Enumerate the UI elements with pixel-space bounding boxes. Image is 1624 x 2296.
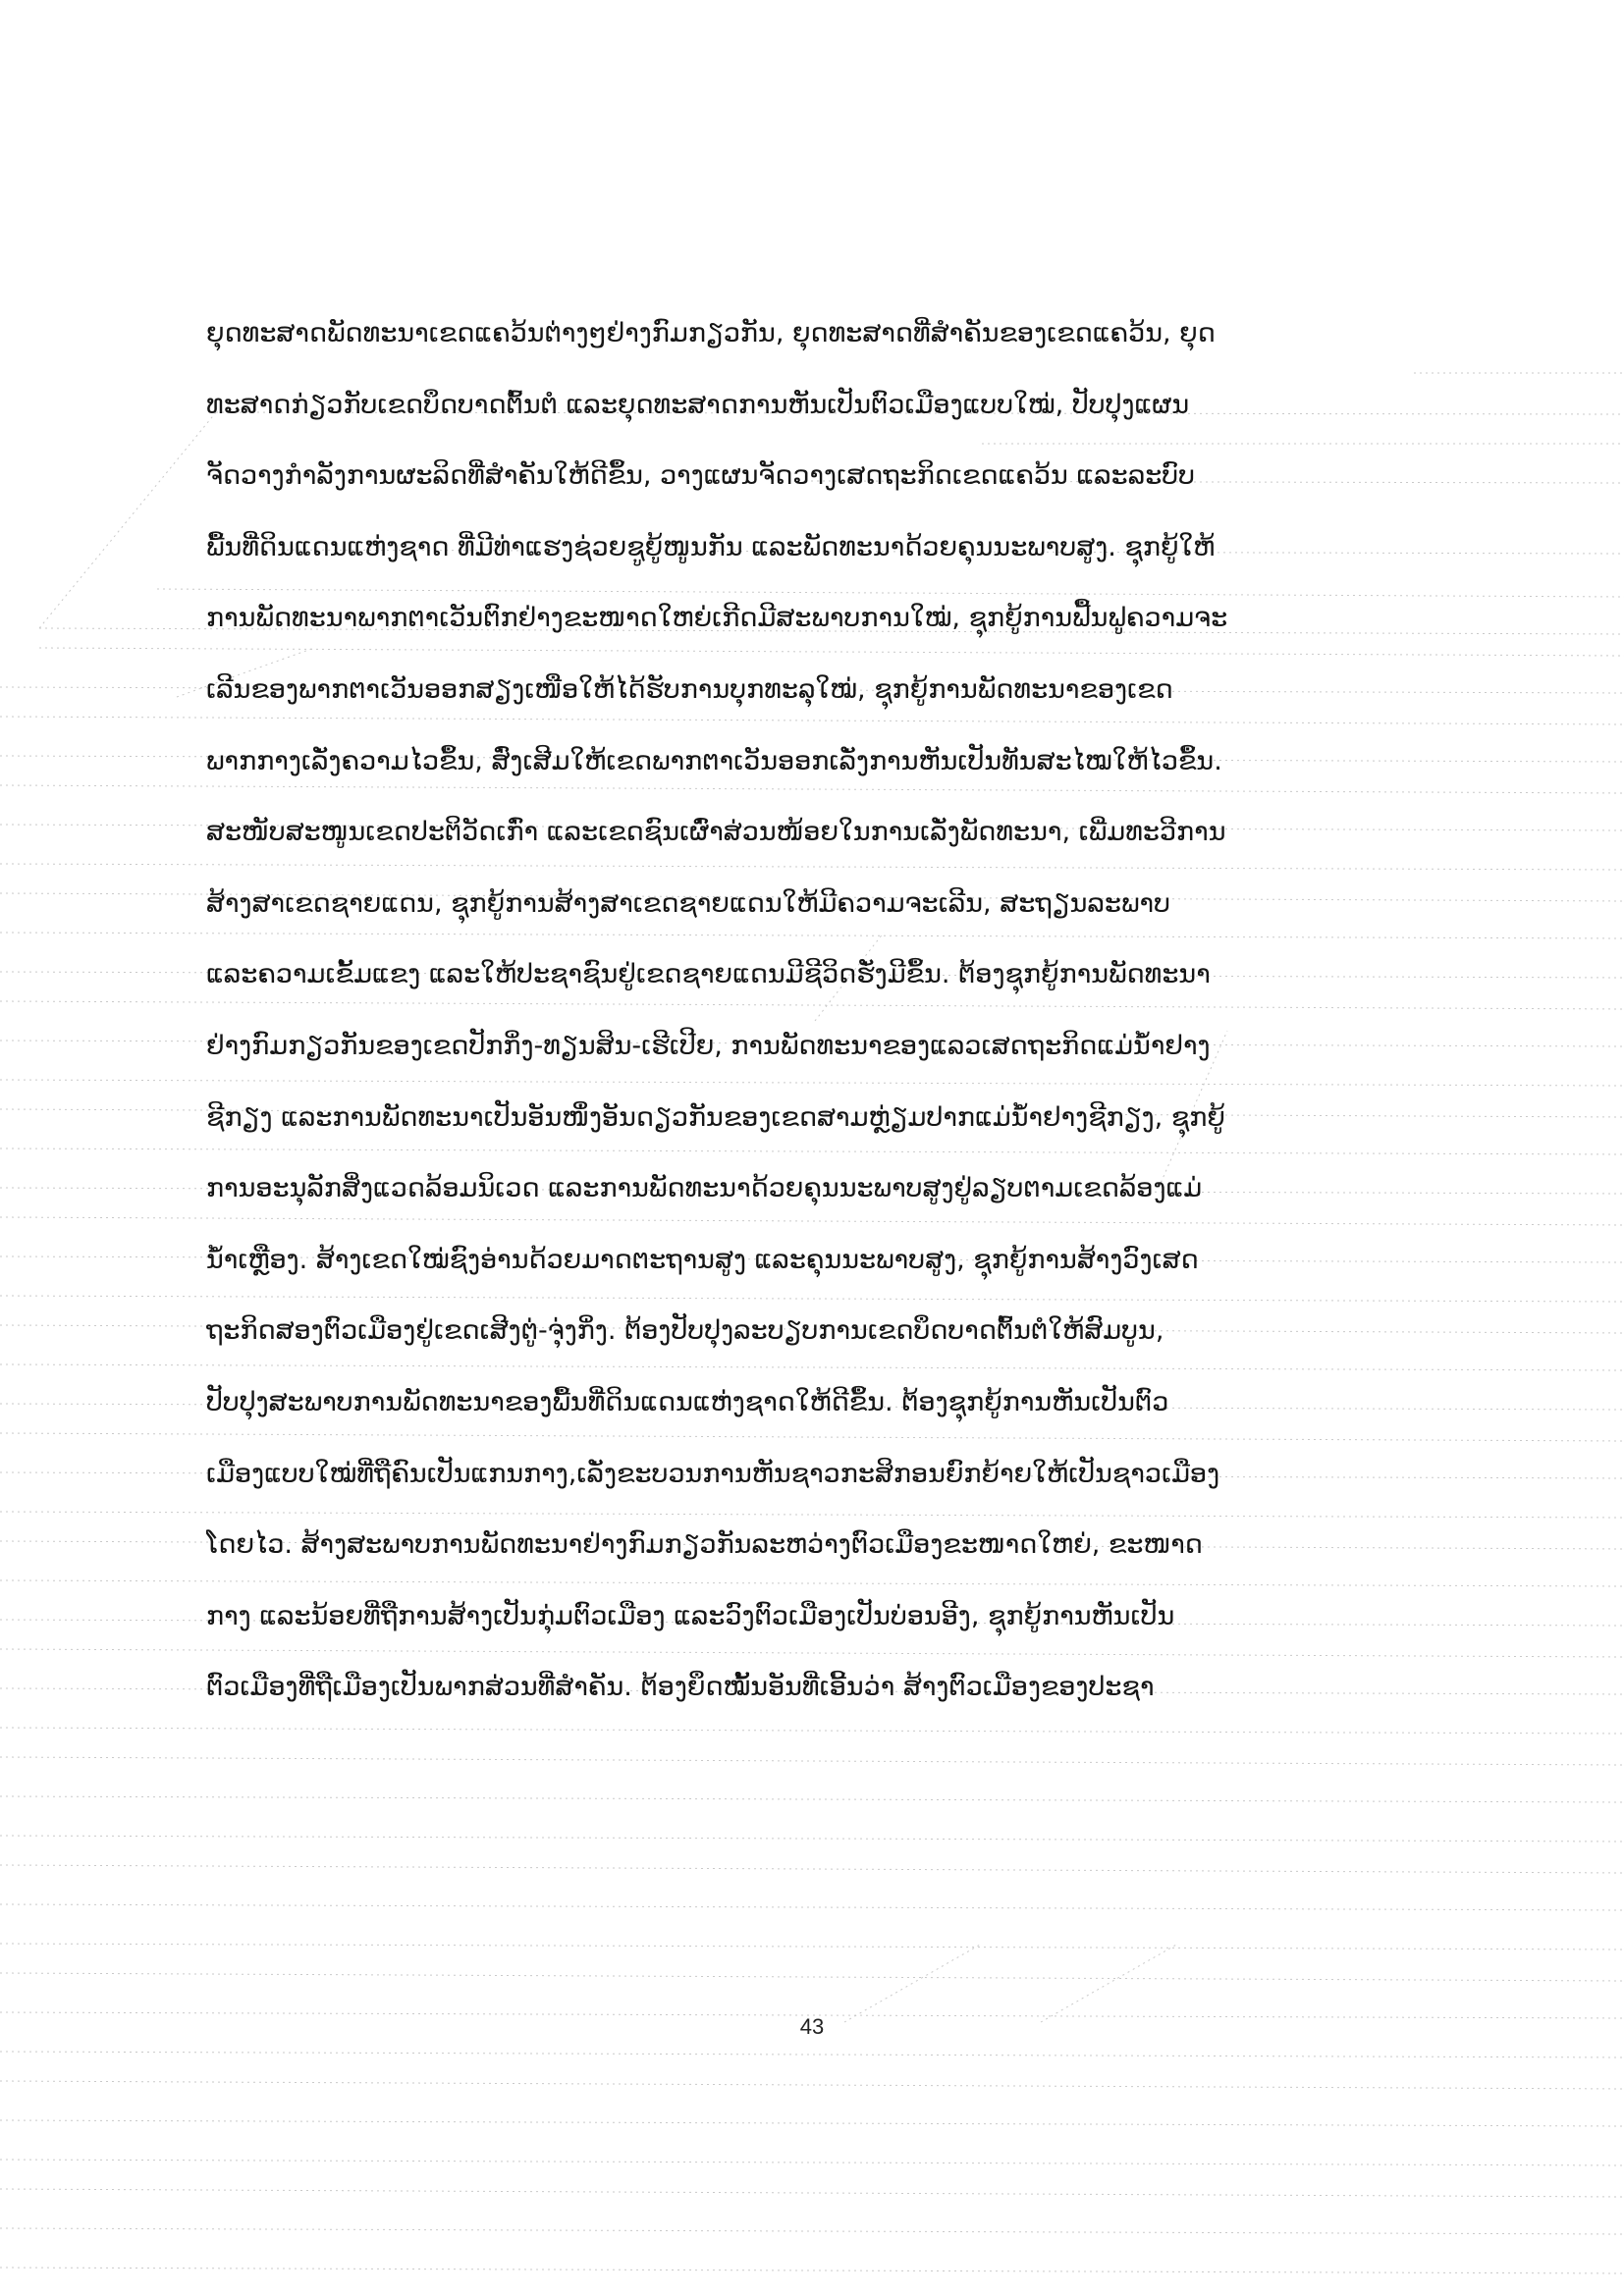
text-line: ສະໜັບສະໜູນເຂດປະຕິວັດເກົ່າ ແລະເຂດຊົນເຜົ່າສ່ວນໜ້ອຍໃນການເລັ່ງພັດທະນາ, ເພີ່ມທະວີການ [206, 817, 1226, 848]
text-line: ການພັດທະນາພາກຕາເວັນຕົກຢ່າງຂະໜາດໃຫຍ່ເກີດມີສະພາບການໃໝ່, ຊຸກຍູ້ການຟື້ນຟູຄວາມຈະ [206, 603, 1228, 634]
text-line: ພື້ນທີ່ດິນແດນແຫ່ງຊາດ ທີ່ມີທ່າແຮງຊ່ວຍຊູຍູ້ໜູນກັນ ແລະພັດທະນາດ້ວຍຄຸນນະພາບສູງ. ຊຸກຍູ້ໃຫ້ [206, 531, 1216, 562]
text-line: ແລະຄວາມເຂັ້ມແຂງ ແລະໃຫ້ປະຊາຊົນຢູ່ເຂດຊາຍແດນມີຊີວິດຮັ່ງມີຂຶ້ນ. ຕ້ອງຊຸກຍູ້ການພັດທະນາ [206, 959, 1211, 990]
text-line: ເມືອງແບບໃໝ່ທີ່ຖືຄົນເປັນແກນກາງ,ເລັ່ງຂະບວນການຫັນຊາວກະສິກອນຍົກຍ້າຍໃຫ້ເປັນຊາວເມືອງ [206, 1458, 1220, 1489]
text-line: ນ້ຳເຫຼືອງ. ສ້າງເຂດໃໝ່ຊົງອ່ານດ້ວຍມາດຕະຖານສູງ ແລະຄຸນນະພາບສູງ, ຊຸກຍູ້ການສ້າງວົງເສດ [206, 1244, 1199, 1275]
text-line: ເລີນຂອງພາກຕາເວັນອອກສຽງເໜືອໃຫ້ໄດ້ຮັບການບຸກທະລຸໃໝ່, ຊຸກຍູ້ການພັດທະນາຂອງເຂດ [206, 673, 1173, 705]
text-line: ຈັດວາງກຳລັງການຜະລິດທີ່ສຳຄັນໃຫ້ດີຂຶ້ນ, ວາງແຜນຈັດວາງເສດຖະກິດເຂດແຄວ້ນ ແລະລະບົບ [206, 460, 1196, 492]
text-line: ທະສາດກ່ຽວກັບເຂດບຶດບາດຕົ້ນຕໍ ແລະຍຸດທະສາດການຫັນເປັນຕົວເມືອງແບບໃໝ່, ປັບປຸງແຜນ [206, 389, 1190, 420]
text-line: ກາງ ແລະນ້ອຍທີ່ຖືການສ້າງເປັນກຸ່ມຕົວເມືອງ ແລະວົງຕົວເມືອງເປັນບ່ອນອີງ, ຊຸກຍູ້ການຫັນເປັນ [206, 1600, 1175, 1631]
text-line: ຊີກຽງ ແລະການພັດທະນາເປັນອັນໜຶ່ງອັນດຽວກັນຂອງເຂດສາມຫຼ່ຽມປາກແມ່ນ້ຳຢາງຊີກຽງ, ຊຸກຍູ້ [206, 1101, 1225, 1133]
text-line: ສ້າງສາເຂດຊາຍແດນ, ຊຸກຍູ້ການສ້າງສາເຂດຊາຍແດນໃຫ້ມີຄວາມຈະເລີນ, ສະຖຽນລະພາບ [206, 887, 1170, 919]
body-text [206, 298, 1420, 1724]
text-line: ໂດຍໄວ. ສ້າງສະພາບການພັດທະນາຢ່າງກົມກຽວກັນລະຫວ່າງຕົວເມືອງຂະໜາດໃຫຍ່, ຂະໜາດ [206, 1529, 1203, 1561]
text-line: ຕົວເມືອງທີ່ຖືເມືອງເປັນພາກສ່ວນທີ່ສຳຄັນ. ຕ້ອງຍຶດໝັ້ນອັນທີ່ເອີ້ນວ່າ ສ້າງຕົວເມືອງຂອງປະຊາ [206, 1672, 1155, 1703]
text-line: ຢ່າງກົມກຽວກັນຂອງເຂດປັກກິ່ງ-ທຽນສິນ-ເຮີເປີຍ, ການພັດທະນາຂອງແລວເສດຖະກິດແມ່ນ້ຳຢາງ [206, 1030, 1211, 1061]
text-line: ການອະນຸລັກສິ່ງແວດລ້ອມນິເວດ ແລະການພັດທະນາດ້ວຍຄຸນນະພາບສູງຢູ່ລຽບຕາມເຂດລ້ອງແມ່ [206, 1173, 1203, 1204]
text-line: ປັບປຸງສະພາບການພັດທະນາຂອງພື້ນທີ່ດິນແດນແຫ່ງຊາດໃຫ້ດີຂຶ້ນ. ຕ້ອງຊຸກຍູ້ການຫັນເປັນຕົວ [206, 1386, 1169, 1417]
page-number: 43 [799, 2014, 825, 2039]
text-line: ຍຸດທະສາດພັດທະນາເຂດແຄວ້ນຕ່າງໆຢ່າງກົມກຽວກັນ, ຍຸດທະສາດທີ່ສຳຄັນຂອງເຂດແຄວ້ນ, ຍຸດ [206, 318, 1216, 348]
text-line: ພາກກາງເລັ່ງຄວາມໄວຂຶ້ນ, ສົ່ງເສີມໃຫ້ເຂດພາກຕາເວັນອອກເລັ່ງການຫັນເປັນທັນສະໄໝໃຫ້ໄວຂຶ້ນ. [206, 745, 1222, 776]
text-line: ຖະກິດສອງຕົວເມືອງຢູ່ເຂດເສີງຕູ່-ຈຸ່ງກິ່ງ. ຕ້ອງປັບປຸງລະບຽບການເຂດບຶດບາດຕົ້ນຕໍໃຫ້ສົມບູນ, [206, 1315, 1164, 1347]
